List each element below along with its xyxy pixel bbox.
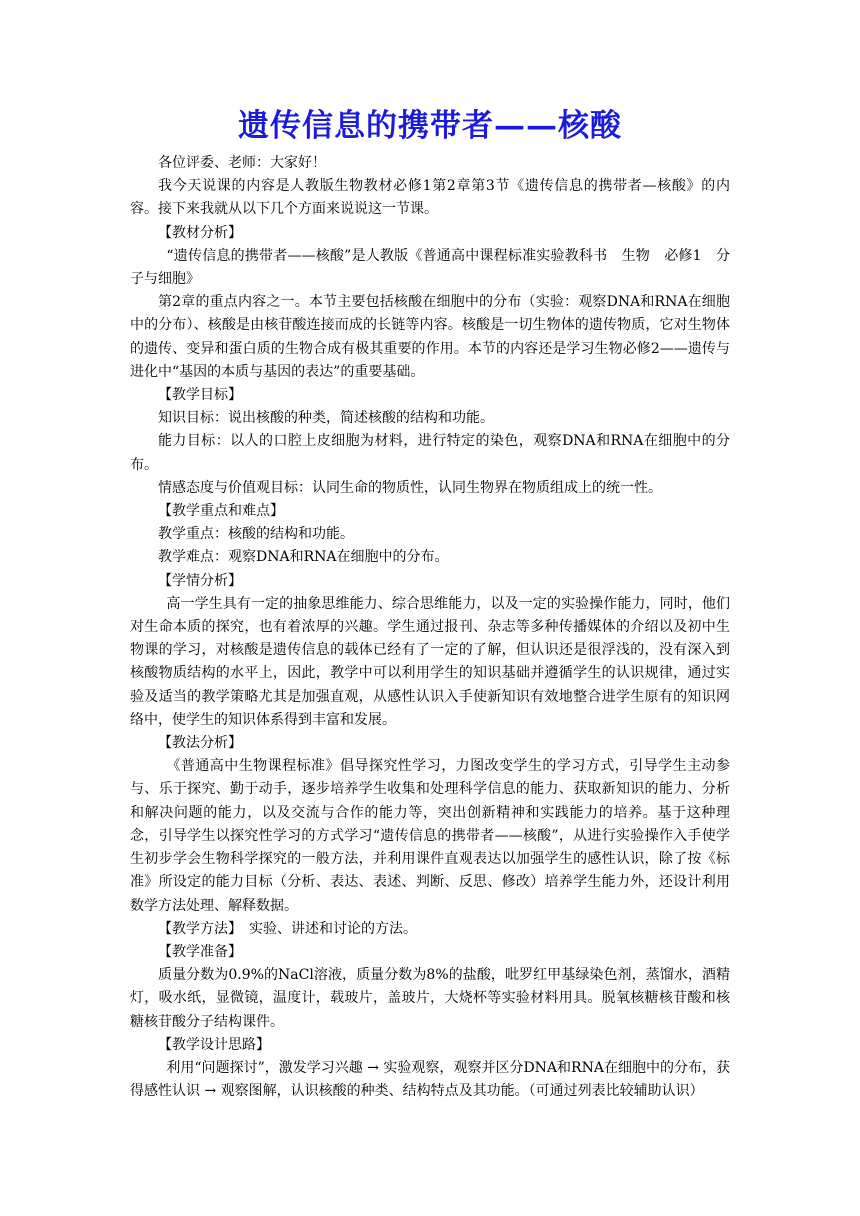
- paragraph: 高一学生具有一定的抽象思维能力、综合思维能力，以及一定的实验操作能力，同时，他们对生命本质的探究，也有着浓厚的兴趣。学生通过报刊、杂志等多种传播媒体的介绍以及初中生物课的学习，对核酸是遗传信息的载体已经有了一定的了解，但认识还是很浮浅的，没有深入到核酸物质结构的水平上，因此，教学中可以利用学生的知识基础并遵循学生的认识规律，通过实验及适当的教学策略尤其是加强直观，从感性认识入手使新知识有效地整合进学生原有的知识网络中，使学生的知识体系得到丰富和发展。: [130, 595, 730, 728]
- section-heading: 【教学方法】 实验、讲述和讨论的方法。: [158, 920, 417, 937]
- paragraph: 教学重点：核酸的结构和功能。: [158, 526, 354, 543]
- section-heading: 【教学重点和难点】: [158, 503, 284, 520]
- paragraph: 利用“问题探讨”，激发学习兴趣 → 实验观察，观察并区分DNA和RNA在细胞中的分布，获得感性认识 → 观察图解，认识核酸的种类、结构特点及其功能。（可通过列表比较辅助认识）: [130, 1059, 730, 1100]
- document-title: 遗传信息的携带者——核酸: [238, 108, 622, 144]
- paragraph: “遗传信息的携带者——核酸”是人教版《普通高中课程标准实验教科书 生物 必修1 分子与细胞》: [130, 247, 730, 288]
- paragraph: 第2章的重点内容之一。本节主要包括核酸在细胞中的分布（实验：观察DNA和RNA在细胞中的分布）、核酸是由核苷酸连接而成的长链等内容。核酸是一切生物体的遗传物质，它对生物体的遗传、变异和蛋白质的生物合成有极其重要的作用。本节的内容还是学习生物必修2——遗传与进化中“基因的本质与基因的表达”的重要基础。: [130, 294, 730, 380]
- section-heading: 【教材分析】: [158, 224, 242, 241]
- paragraph: 教学难点：观察DNA和RNA在细胞中的分布。: [158, 549, 449, 566]
- paragraph: 《普通高中生物课程标准》倡导探究性学习，力图改变学生的学习方式，引导学生主动参与、乐于探究、勤于动手，逐步培养学生收集和处理科学信息的能力、获取新知识的能力、分析和解决问题的能力，以及交流与合作的能力等，突出创新精神和实践能力的培养。基于这种理念，引导学生以探究性学习的方式学习“遗传信息的携带者——核酸”，从进行实验操作入手使学生初步学会生物科学探究的一般方法，并利用课件直观表达以加强学生的感性认识，除了按《标准》所设定的能力目标（分析、表达、表述、判断、反思、修改）培养学生能力外，还设计利用数学方法处理、解释数据。: [130, 758, 730, 914]
- paragraph: 能力目标：以人的口腔上皮细胞为材料，进行特定的染色，观察DNA和RNA在细胞中的分布。: [130, 433, 730, 473]
- paragraph: 知识目标：说出核酸的种类，简述核酸的结构和功能。: [158, 410, 494, 427]
- paragraph: 我今天说课的内容是人教版生物教材必修1第2章第3节《遗传信息的携带者—核酸》的内容。接下来我就从以下几个方面来说说这一节课。: [130, 178, 730, 218]
- paragraph: 情感态度与价值观目标：认同生命的物质性，认同生物界在物质组成上的统一性。: [158, 479, 662, 496]
- paragraph: 各位评委、老师：大家好！: [158, 155, 326, 171]
- section-heading: 【教学目标】: [158, 387, 242, 404]
- paragraph: 质量分数为0.9%的NaCl溶液，质量分数为8%的盐酸，吡罗红甲基绿染色剂，蒸馏水，酒精灯，吸水纸，显微镜，温度计，载玻片，盖玻片，大烧杯等实验材料用具。脱氧核糖核苷酸和核糖核苷酸分子结构课件。: [130, 967, 730, 1030]
- document-body: [130, 152, 730, 1103]
- section-heading: 【教法分析】: [158, 735, 242, 752]
- section-heading: 【学情分析】: [158, 572, 242, 589]
- document-page: [130, 104, 730, 1103]
- section-heading: 【教学设计思路】: [158, 1036, 270, 1053]
- section-heading: 【教学准备】: [158, 943, 242, 960]
